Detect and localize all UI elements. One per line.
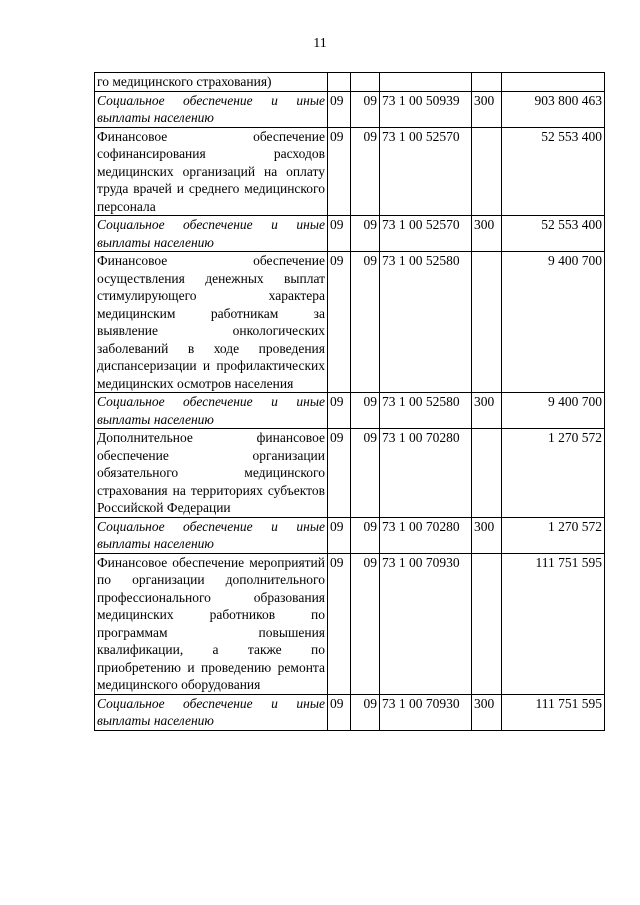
section-code-cell: [328, 73, 351, 92]
subsection-code-cell: 09: [351, 91, 380, 127]
table-row: [95, 91, 605, 127]
amount-cell: 9 400 700: [502, 252, 605, 393]
expense-name-cell: Финансовое обеспечение осуществления денежных выплат стимулирующего характера медицинским работникам за выявление онкологических заболеваний в ходе проведения диспансеризации и профилактических медицинских осмотров населения: [95, 252, 328, 393]
expense-type-cell: [472, 127, 502, 216]
target-article-cell: 73 1 00 70280: [380, 517, 472, 553]
amount-cell: [502, 73, 605, 92]
amount-cell: 111 751 595: [502, 553, 605, 694]
expense-name-cell: Социальное обеспечение и иные выплаты населению: [95, 517, 328, 553]
section-code-cell: 09: [328, 429, 351, 518]
table-row: [95, 694, 605, 730]
section-code-cell: 09: [328, 517, 351, 553]
expense-name-cell: Социальное обеспечение и иные выплаты населению: [95, 91, 328, 127]
target-article-cell: 73 1 00 70930: [380, 694, 472, 730]
expense-type-cell: 300: [472, 517, 502, 553]
expense-type-cell: 300: [472, 694, 502, 730]
table-row: [95, 73, 605, 92]
subsection-code-cell: [351, 73, 380, 92]
target-article-cell: 73 1 00 52580: [380, 393, 472, 429]
subsection-code-cell: 09: [351, 393, 380, 429]
expense-type-cell: [472, 252, 502, 393]
table-row: [95, 429, 605, 518]
target-article-cell: 73 1 00 50939: [380, 91, 472, 127]
expense-type-cell: [472, 73, 502, 92]
amount-cell: 903 800 463: [502, 91, 605, 127]
section-code-cell: 09: [328, 252, 351, 393]
budget-table-body: [95, 73, 605, 731]
expense-type-cell: [472, 429, 502, 518]
section-code-cell: 09: [328, 127, 351, 216]
subsection-code-cell: 09: [351, 429, 380, 518]
subsection-code-cell: 09: [351, 127, 380, 216]
amount-cell: 1 270 572: [502, 517, 605, 553]
amount-cell: 1 270 572: [502, 429, 605, 518]
expense-name-cell: Социальное обеспечение и иные выплаты населению: [95, 694, 328, 730]
subsection-code-cell: 09: [351, 517, 380, 553]
table-row: [95, 553, 605, 694]
subsection-code-cell: 09: [351, 252, 380, 393]
table-row: [95, 127, 605, 216]
amount-cell: 52 553 400: [502, 127, 605, 216]
section-code-cell: 09: [328, 216, 351, 252]
target-article-cell: 73 1 00 70930: [380, 553, 472, 694]
amount-cell: 111 751 595: [502, 694, 605, 730]
amount-cell: 9 400 700: [502, 393, 605, 429]
expense-type-cell: 300: [472, 91, 502, 127]
expense-type-cell: 300: [472, 216, 502, 252]
subsection-code-cell: 09: [351, 553, 380, 694]
table-row: [95, 517, 605, 553]
target-article-cell: 73 1 00 70280: [380, 429, 472, 518]
expense-name-cell: Дополнительное финансовое обеспечение организации обязательного медицинского страхования на территориях субъектов Российской Федерации: [95, 429, 328, 518]
expense-name-cell: го медицинского страхования): [95, 73, 328, 92]
page-number: 11: [313, 36, 327, 51]
amount-cell: 52 553 400: [502, 216, 605, 252]
table-row: [95, 393, 605, 429]
target-article-cell: 73 1 00 52570: [380, 216, 472, 252]
section-code-cell: 09: [328, 393, 351, 429]
section-code-cell: 09: [328, 553, 351, 694]
target-article-cell: 73 1 00 52580: [380, 252, 472, 393]
expense-name-cell: Социальное обеспечение и иные выплаты населению: [95, 216, 328, 252]
subsection-code-cell: 09: [351, 694, 380, 730]
expense-name-cell: Финансовое обеспечение мероприятий по организации дополнительного профессионального образования медицинских работников по программам повышения квалификации, а также по приобретению и проведению ремонта медицинского оборудования: [95, 553, 328, 694]
target-article-cell: 73 1 00 52570: [380, 127, 472, 216]
section-code-cell: 09: [328, 694, 351, 730]
target-article-cell: [380, 73, 472, 92]
expense-name-cell: Социальное обеспечение и иные выплаты населению: [95, 393, 328, 429]
expense-type-cell: [472, 553, 502, 694]
expense-name-cell: Финансовое обеспечение софинансирования расходов медицинских организаций на оплату труда врачей и среднего медицинского персонала: [95, 127, 328, 216]
budget-table: [94, 72, 605, 731]
subsection-code-cell: 09: [351, 216, 380, 252]
expense-type-cell: 300: [472, 393, 502, 429]
section-code-cell: 09: [328, 91, 351, 127]
table-row: [95, 252, 605, 393]
table-row: [95, 216, 605, 252]
